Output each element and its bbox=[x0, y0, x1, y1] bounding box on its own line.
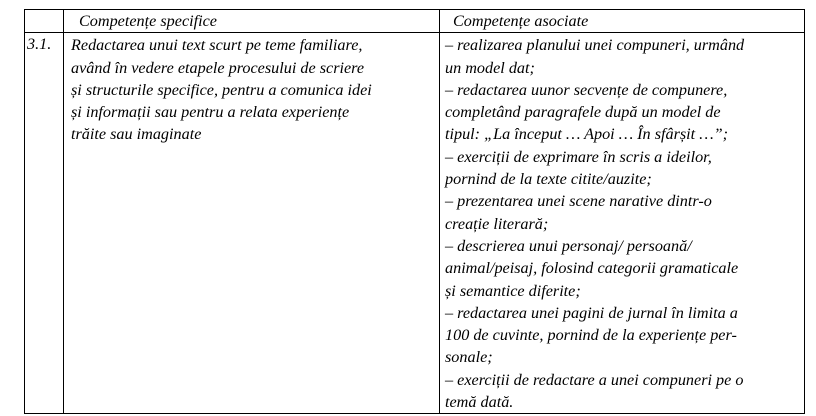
assoc-line: 100 de cuvinte, pornind de la experiențe per- bbox=[445, 326, 737, 345]
assoc-line: animal/peisaj, folosind categorii gramaticale bbox=[445, 259, 739, 278]
assoc-line: – exerciții de exprimare în scris a ideilor, bbox=[445, 147, 712, 166]
header-specific-competences: Competențe specifice bbox=[64, 10, 440, 33]
table-row bbox=[25, 33, 805, 414]
assoc-line: sonale; bbox=[445, 348, 493, 367]
assoc-line: un model dat; bbox=[445, 58, 535, 77]
competencies-table bbox=[24, 9, 805, 414]
assoc-line: creație literară; bbox=[445, 214, 549, 233]
specific-competence-text bbox=[64, 33, 440, 414]
assoc-line: – redactarea unei pagini de jurnal în limita a bbox=[445, 303, 738, 322]
header-number-cell bbox=[25, 10, 64, 33]
row-number: 3.1. bbox=[25, 33, 64, 414]
assoc-line: tipul: „La început … Apoi … În sfârșit …”; bbox=[445, 125, 729, 144]
associated-competences-list bbox=[440, 33, 805, 414]
spec-line: și informații sau pentru a relata experiențe bbox=[71, 103, 350, 122]
assoc-line: – exerciții de redactare a unei compuneri pe o bbox=[445, 370, 744, 389]
assoc-line: și semantice diferite; bbox=[445, 281, 581, 300]
assoc-line: – redactarea uunor secvențe de compunere, bbox=[445, 80, 728, 99]
assoc-line: pornind de la texte citite/auzite; bbox=[445, 170, 652, 189]
assoc-line: – realizarea planului unei compuneri, urmând bbox=[445, 36, 745, 55]
table-header-row bbox=[25, 10, 805, 33]
spec-line: având în vedere etapele procesului de scriere bbox=[71, 58, 365, 77]
header-associated-competences: Competențe asociate bbox=[440, 10, 805, 33]
assoc-line: – descrierea unui personaj/ persoană/ bbox=[445, 236, 692, 255]
spec-line: Redactarea unui text scurt pe teme familiare, bbox=[71, 36, 363, 55]
assoc-line: temă dată. bbox=[445, 393, 514, 412]
spec-line: și structurile specifice, pentru a comunica idei bbox=[71, 80, 372, 99]
assoc-line: completând paragrafele după un model de bbox=[445, 103, 721, 122]
assoc-line: – prezentarea unei scene narative dintr-o bbox=[445, 192, 712, 211]
spec-line: trăite sau imaginate bbox=[71, 125, 202, 144]
